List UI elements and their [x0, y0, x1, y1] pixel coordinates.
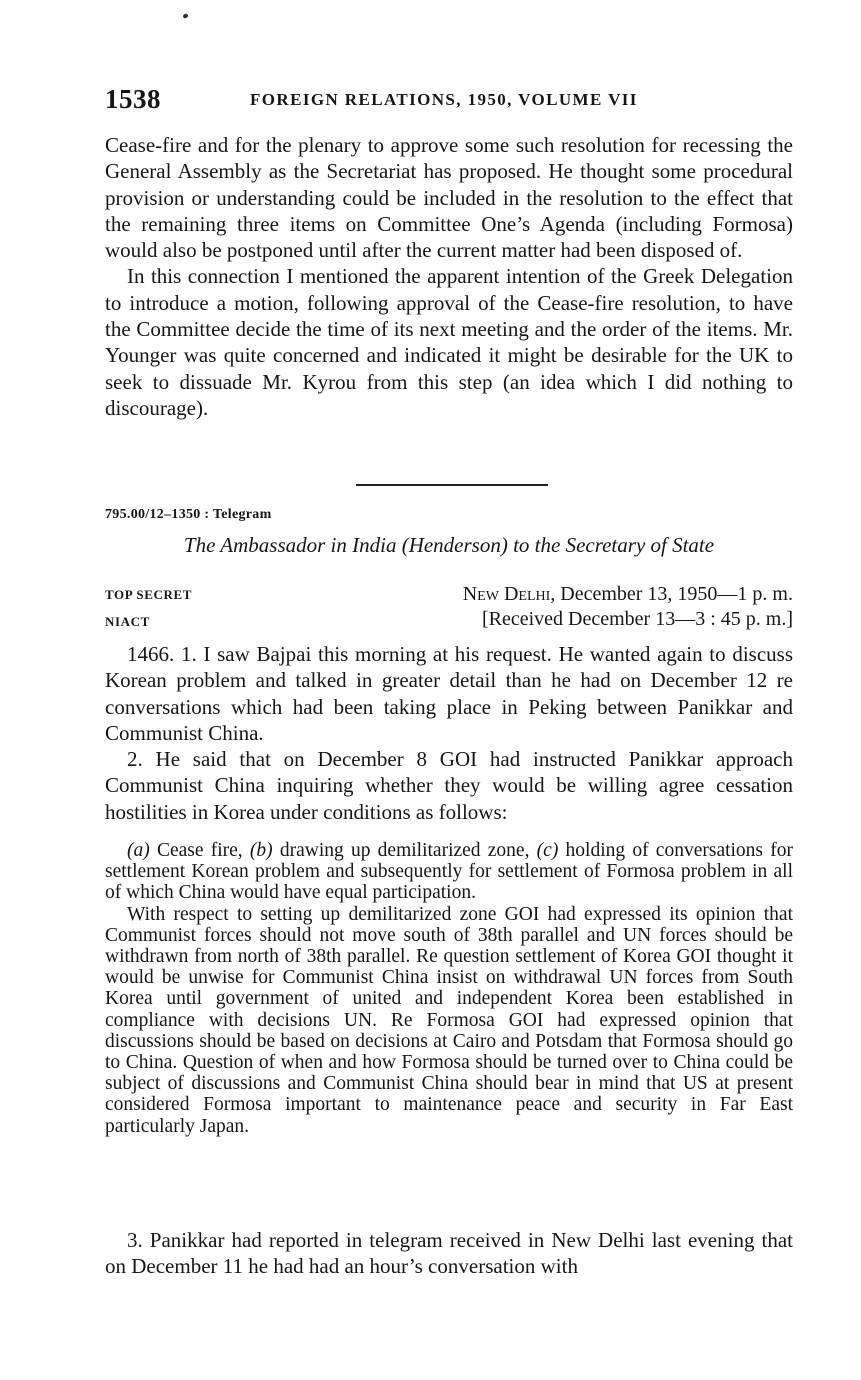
running-title: FOREIGN RELATIONS, 1950, VOLUME VII [250, 90, 638, 109]
received-date: [Received December 13—3 : 45 p. m.] [481, 608, 793, 630]
telegram-body [105, 641, 793, 825]
dateline [463, 583, 793, 606]
place-name: New Delhi [462, 583, 551, 605]
item-label-b: (b) [249, 840, 273, 861]
paragraph: 3. Panikkar had reported in telegram received in New Delhi last evening that on December 11 he had had an hour’s conversation with [105, 1228, 793, 1279]
paragraph: 1466. 1. I saw Bajpai this morning at his request. He wanted again to discuss Korean problem and talked in greater detail than he had on December 12 re conversations which had been taking place in Peking between Panikkar and Communist China. [105, 642, 793, 745]
paragraph: 2. He said that on December 8 GOI had instructed Panikkar approach Communist China inquiring whether they would be willing agree cessation hostilities in Korea under conditions as follows: [105, 747, 793, 824]
classification: TOP SECRET [105, 587, 193, 602]
telegram-body-continued [105, 1227, 793, 1280]
routing-indicator: NIACT [105, 614, 150, 629]
preceding-text [105, 132, 793, 421]
sent-date: , December 13, 1950—1 p. m. [550, 583, 793, 605]
item-text-c: holding of conversations for settlement Korean problem and subsequently for settlement of Formosa problem in all of which China would have equal participation. [105, 840, 793, 904]
file-number: 795.00/12–1350 : Telegram [105, 507, 272, 522]
page-header [105, 84, 795, 118]
item-label-a: (a) [127, 840, 150, 861]
item-label-c: (c) [536, 840, 559, 861]
item-text-a: Cease fire, [149, 840, 250, 861]
conditions-paragraph [105, 840, 793, 904]
page-number: 1538 [105, 84, 161, 114]
paragraph: Cease-fire and for the plenary to approve some such resolution for recessing the General Assembly as the Secretariat has proposed. He thought some procedural provision or understanding could be included in the resolution to the effect that the remaining three items on Committee One’s Agenda (including Formosa) would also be postponed until after the current matter had been disposed of. [105, 133, 793, 263]
paragraph: With respect to setting up demilitarized zone GOI had expressed its opinion that Communist forces should not move south of 38th parallel and UN forces should be withdrawn from north of 38th parallel. Re question settlement of Korea GOI thought it would be unwise for Communist China insist on withdrawal UN forces from South Korea until government of united and independent Korea been established in compliance with decisions UN. Re Formosa GOI had expressed opinion that discussions should be based on decisions at Cairo and Potsdam that Formosa should go to China. Question of when and how Formosa should be turned over to China could be subject of discussions and Communist China should bear in mind that US at present considered Formosa important to maintenance peace and security in Far East particularly Japan. [105, 903, 793, 1137]
quoted-conditions [105, 840, 793, 1137]
paragraph: In this connection I mentioned the apparent intention of the Greek Delegation to introduce a motion, following approval of the Cease-fire resolution, to have the Committee decide the time of its next meeting and the order of the items. Mr. Younger was quite concerned and indicated it might be desirable for the UK to seek to dissuade Mr. Kyrou from this step (an idea which I did nothing to discourage). [105, 264, 793, 420]
section-divider [356, 484, 548, 486]
telegram-title: The Ambassador in India (Henderson) to the Secretary of State [183, 533, 715, 557]
item-text-b: drawing up demilitarized zone, [272, 840, 537, 861]
ink-speck [182, 13, 188, 19]
